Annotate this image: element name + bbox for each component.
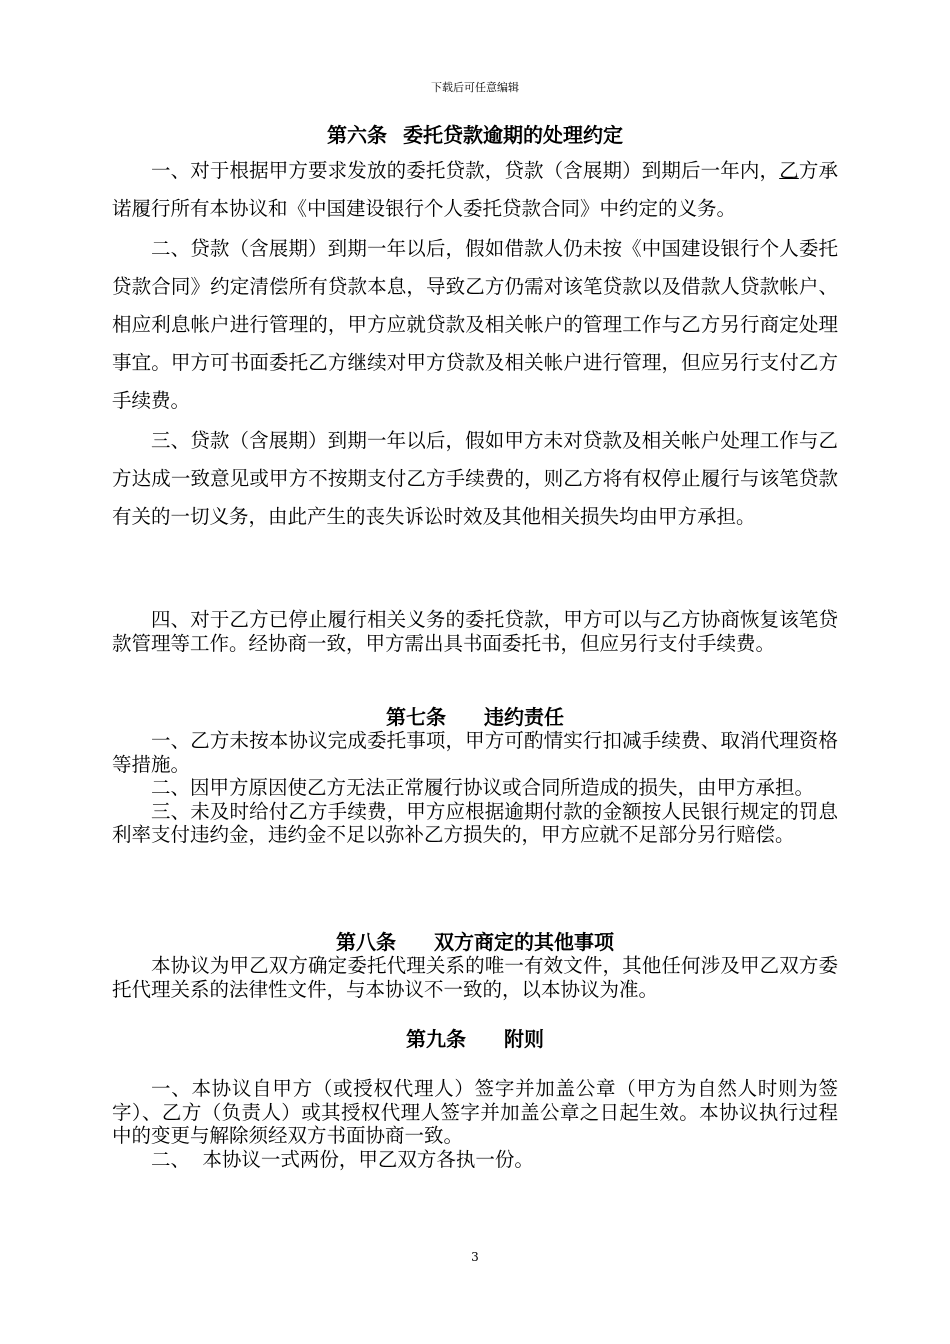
article-9-paragraph-2: 二、 本协议一式两份，甲乙双方各执一份。 (151, 1147, 534, 1171)
article-6-paragraph-4: 四、对于乙方已停止履行相关义务的委托贷款，甲方可以与乙方协商恢复该笔贷款管理等工作。经协商一致，甲方需出具书面委托书，但应另行支付手续费。 (112, 608, 838, 655)
article-9-paragraph-1: 一、本协议自甲方（或授权代理人）签字并加盖公章（甲方为自然人时则为签字）、乙方（负责人）或其授权代理人签字并加盖公章之日起生效。本协议执行过程中的变更与解除须经双方书面协商一致。 (112, 1077, 838, 1147)
article-6-paragraph-3: 三、贷款（含展期）到期一年以后，假如甲方未对贷款及相关帐户处理工作与乙方达成一致意见或甲方不按期支付乙方手续费的，则乙方将有权停止履行与该笔贷款有关的一切义务，由此产生的丧失诉讼时效及其他相关损失均由甲方承担。 (112, 429, 838, 528)
article-7-paragraph-3: 三、未及时给付乙方手续费，甲方应根据逾期付款的金额按人民银行规定的罚息利率支付违约金，违约金不足以弥补乙方损失的，甲方应就不足部分另行赔偿。 (112, 799, 838, 846)
underlined-char: 乙 (779, 159, 799, 182)
page-number: 3 (471, 1250, 479, 1264)
article-8-heading (112, 930, 838, 954)
article-8-paragraph-1: 本协议为甲乙双方确定委托代理关系的唯一有效文件，其他任何涉及甲乙双方委托代理关系的法律性文件，与本协议不一致的，以本协议为准。 (112, 954, 838, 1001)
article-7 (112, 705, 838, 847)
article-7-paragraph-2: 二、因甲方原因使乙方无法正常履行协议或合同所造成的损失，由甲方承担。 (151, 776, 815, 799)
article-6-paragraph-2: 二、贷款（含展期）到期一年以后，假如借款人仍未按《中国建设银行个人委托贷款合同》约定清偿所有贷款本息，导致乙方仍需对该笔贷款以及借款人贷款帐户、相应利息帐户进行管理的，甲方应就贷款及相关帐户的管理工作与乙方另行商定处理事宜。甲方可书面委托乙方继续对甲方贷款及相关帐户进行管理，但应另行支付乙方手续费。 (112, 237, 838, 412)
article-8-title: 双方商定的其他事项 (434, 930, 614, 954)
article-8-number: 第八条 (336, 930, 396, 954)
article-7-heading (112, 705, 838, 729)
article-9-number: 第九条 (406, 1027, 466, 1051)
article-7-number: 第七条 (386, 705, 446, 729)
article-8 (112, 930, 838, 1001)
article-6-heading (112, 118, 838, 152)
article-9 (112, 1027, 838, 1051)
article-9-heading (112, 1027, 838, 1051)
article-9-body (112, 1077, 838, 1171)
article-6 (112, 118, 838, 536)
article-6-title: 委托贷款逾期的处理约定 (403, 123, 623, 147)
article-7-paragraph-1: 一、乙方未按本协议完成委托事项，甲方可酌情实行扣减手续费、取消代理资格等措施。 (112, 729, 838, 776)
article-9-title: 附则 (504, 1027, 544, 1051)
article-6-tail (112, 608, 838, 655)
header-note: 下载后可任意编辑 (431, 81, 519, 94)
article-6-paragraph-1: 一、对于根据甲方要求发放的委托贷款，贷款（含展期）到期后一年内，乙方承诺履行所有本协议和《中国建设银行个人委托贷款合同》中约定的义务。 (112, 159, 838, 220)
article-6-number: 第六条 (327, 123, 387, 147)
article-7-title: 违约责任 (484, 705, 564, 729)
